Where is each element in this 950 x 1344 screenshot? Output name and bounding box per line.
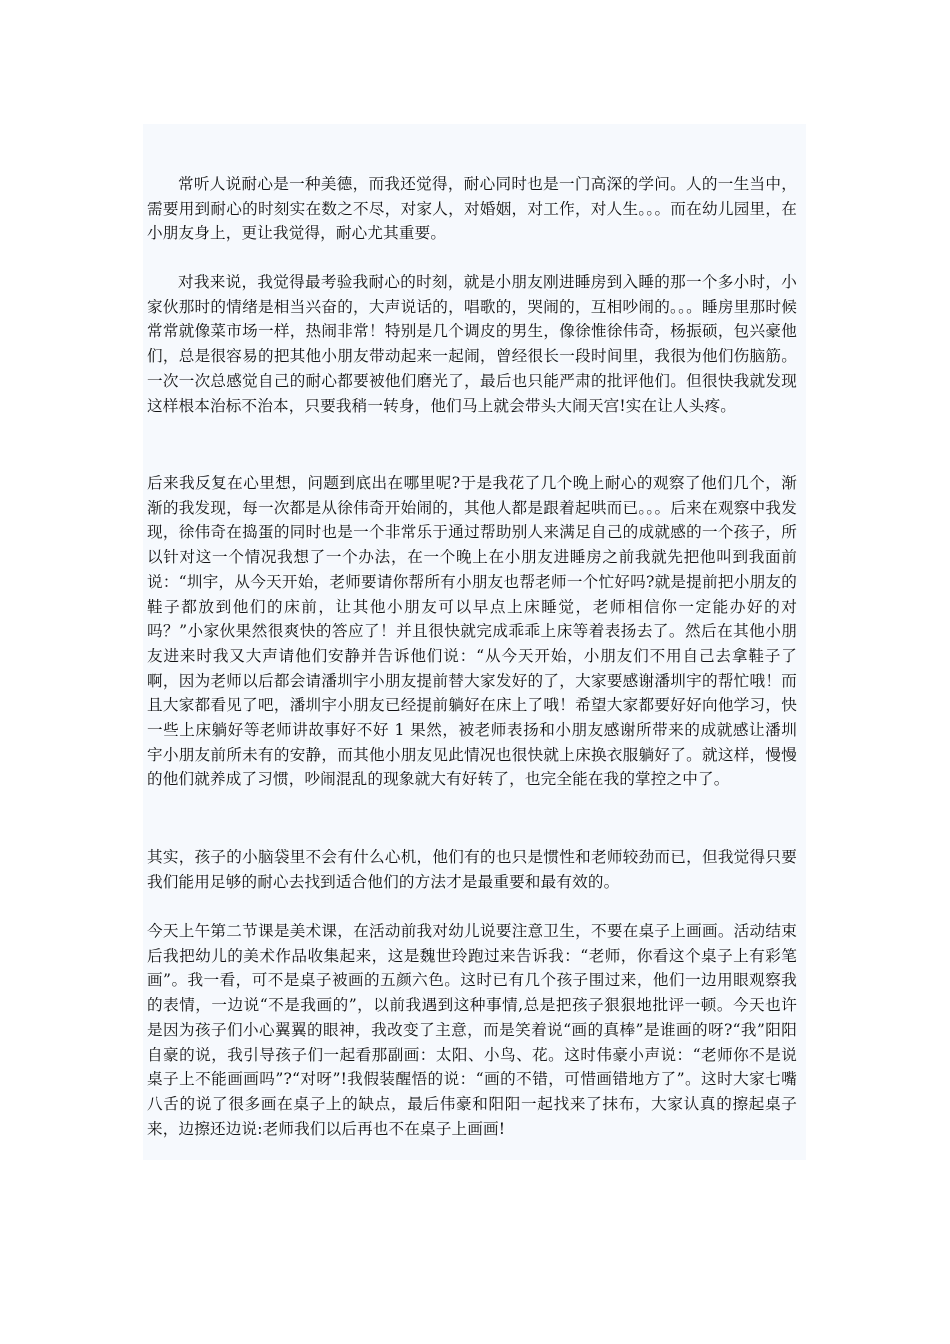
paragraph-reflection: 其实，孩子的小脑袋里不会有什么心机，他们有的也只是惯性和老师较劲而已，但我觉得只要我们能用足够的耐心去找到适合他们的方法才是最重要和最有效的。	[147, 848, 797, 891]
paragraph-intro-patience: 常听人说耐心是一种美德，而我还觉得，耐心同时也是一门高深的学问。人的一生当中，需要用到耐心的时刻实在数之不尽，对家人，对婚姻，对工作，对人生。。。而在幼儿园里，在小朋友身上，更让我觉得，耐心尤其重要。	[147, 175, 797, 243]
paragraph-naptime-challenge: 对我来说，我觉得最考验我耐心的时刻，就是小朋友刚进睡房到入睡的那一个多小时，小家伙那时的情绪是相当兴奋的，大声说话的，唱歌的，哭闹的，互相吵闹的。。。睡房里那时候常常就像菜市场一样，热闹非常！特别是几个调皮的男生，像徐惟徐伟奇，杨振硕，包兴豪他们，总是很容易的把其他小朋友带动起来一起闹，曾经很长一段时间里，我很为他们伤脑筋。一次一次总感觉自己的耐心都要被他们磨光了，最后也只能严肃的批评他们。但很快我就发现这样根本治标不治本，只要我稍一转身，他们马上就会带头大闹天宫!实在让人头疼。	[147, 273, 797, 415]
document-body	[143, 124, 806, 1160]
paragraph-observation-solution: 后来我反复在心里想，问题到底出在哪里呢?于是我花了几个晚上耐心的观察了他们几个，渐渐的我发现，每一次都是从徐伟奇开始闹的，其他人都是跟着起哄而已。。。后来在观察中我发现，徐伟奇在捣蛋的同时也是一个非常乐于通过帮助别人来满足自己的成就感的一个孩子，所以针对这一个情况我想了一个办法，在一个晚上在小朋友进睡房之前我就先把他叫到我面前说：“圳宇，从今天开始，老师要请你帮所有小朋友也帮老师一个忙好吗?就是提前把小朋友的鞋子都放到他们的床前，让其他小朋友可以早点上床睡觉，老师相信你一定能办好的对吗？”小家伙果然很爽快的答应了！并且很快就完成乖乖上床等着表扬去了。然后在其他小朋友进来时我又大声请他们安静并告诉他们说：“从今天开始，小朋友们不用自己去拿鞋子了啊，因为老师以后都会请潘圳宇小朋友提前替大家发好的了，大家要感谢潘圳宇的帮忙哦！而且大家都看见了吧，潘圳宇小朋友已经提前躺好在床上了哦！希望大家都要好好向他学习，快一些上床躺好等老师讲故事好不好 1 果然，被老师表扬和小朋友感谢所带来的成就感让潘圳宇小朋友前所未有的安静，而其他小朋友见此情况也很快就上床换衣服躺好了。就这样，慢慢的他们就养成了习惯，吵闹混乱的现象就大有好转了，也完全能在我的掌控之中了。	[147, 474, 797, 789]
paragraph-art-class-story: 今天上午第二节课是美术课，在活动前我对幼儿说要注意卫生，不要在桌子上画画。活动结束后我把幼儿的美术作品收集起来，这是魏世玲跑过来告诉我：“老师，你看这个桌子上有彩笔画”。我一看，可不是桌子被画的五颜六色。这时已有几个孩子围过来，他们一边用眼观察我的表情，一边说“不是我画的”，以前我遇到这种事情,总是把孩子狠狠地批评一顿。今天也许是因为孩子们小心翼翼的眼神，我改变了主意，而是笑着说“画的真棒”是谁画的呀?“我”阳阳自豪的说，我引导孩子们一起看那副画：太阳、小鸟、花。这时伟豪小声说：“老师你不是说桌子上不能画画吗”?“对呀”!我假装醒悟的说：“画的不错，可惜画错地方了”。这时大家七嘴八舌的说了很多画在桌子上的缺点，最后伟豪和阳阳一起找来了抹布，大家认真的擦起桌子来，边擦还边说:老师我们以后再也不在桌子上画画!	[147, 922, 797, 1138]
